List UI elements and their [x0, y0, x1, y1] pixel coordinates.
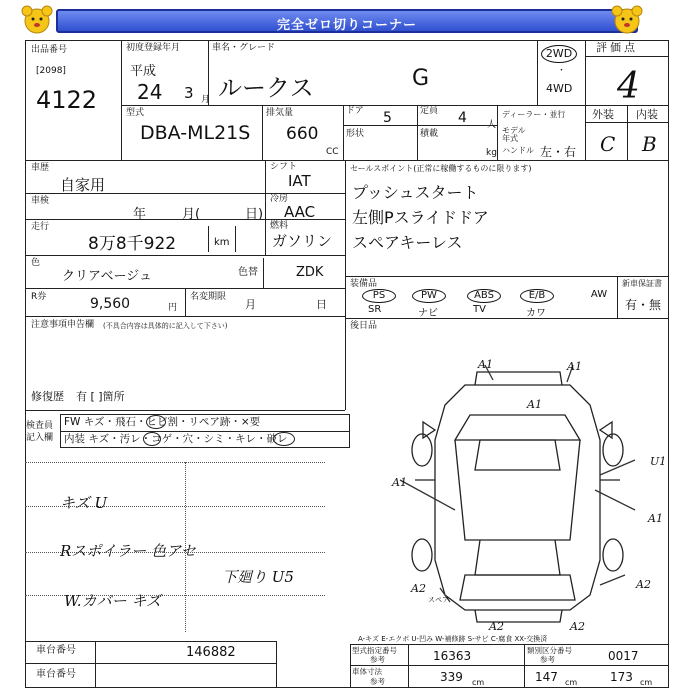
- displacement-unit: CC: [326, 147, 339, 157]
- color-value: クリアベージュ: [62, 269, 152, 284]
- codes-ref-1: 参考: [370, 655, 385, 664]
- car-name: ルークス: [218, 74, 314, 102]
- inspector-row2: 内装 キズ・汚レ・コゲ・穴・シミ・キレ・破レ: [64, 433, 288, 445]
- registration-label: 初度登録年月: [126, 43, 181, 53]
- capacity-value: 4: [458, 110, 467, 126]
- selling-point-1: プッシュスタート: [352, 183, 479, 202]
- lot-label: 出品番号: [31, 45, 68, 55]
- recycle-value: 9,560: [90, 296, 131, 312]
- mileage-unit: km: [214, 237, 230, 248]
- handle-value: 左・右: [540, 145, 577, 159]
- shape-label: 形状: [346, 129, 365, 139]
- dealer-label: ディーラー・並行: [502, 110, 566, 119]
- codes-ref-3: 参考: [370, 677, 385, 686]
- capacity-label: 定員: [420, 106, 439, 116]
- header-banner: [56, 9, 638, 33]
- registration-era: 平成: [130, 64, 157, 79]
- inspector-row1: FW キズ・飛石・ヒビ割・リペア跡・×要: [64, 416, 261, 428]
- nameplate-day: 日: [316, 298, 327, 311]
- mileage-value: 8万8千922: [88, 234, 177, 254]
- codes-ref-2: 参考: [540, 655, 555, 664]
- mascot-left-icon: [18, 4, 56, 38]
- selling-point-2: 左側Pスライドドア: [352, 208, 489, 227]
- codes-height: 173: [610, 670, 633, 684]
- notes-sub: (不具合内容は具体的に記入して下さい): [103, 322, 228, 330]
- circle-mark-2: [143, 432, 161, 446]
- mileage-label: 走行: [31, 222, 50, 232]
- evaluation-score: 4: [617, 66, 640, 107]
- equipment-item-2: ABS: [467, 289, 501, 303]
- inspection-label: 車検: [31, 196, 50, 206]
- seat-label: 後日品: [350, 321, 378, 331]
- nameplate-label: 名変期限: [190, 292, 227, 302]
- history-label: 車歴: [31, 163, 50, 173]
- codes-model-label: 型式指定番号: [352, 646, 397, 655]
- diagram-mark-6: A2: [411, 582, 426, 595]
- diagram-mark-3: U1: [650, 455, 667, 468]
- doors-value: 5: [383, 110, 392, 126]
- registration-month: 3: [184, 84, 194, 102]
- circle-mark-3: [273, 432, 295, 446]
- codes-class-value: 0017: [608, 649, 639, 663]
- warranty-value: 有・無: [625, 298, 662, 312]
- displacement-value: 660: [286, 124, 319, 144]
- diagram-mark-7: A2: [636, 578, 651, 591]
- notes-label: 注意事項申告欄: [31, 320, 95, 330]
- inspection-day: 日): [245, 207, 264, 222]
- recycle-unit: 円: [168, 303, 178, 313]
- model-year-label: モデル 年式: [502, 126, 526, 143]
- displacement-label: 排気量: [266, 108, 294, 118]
- equipment-item-4: AW: [590, 289, 608, 300]
- header-title: 完全ゼロ切りコーナー: [276, 18, 417, 33]
- interior-grade: B: [642, 132, 657, 156]
- capacity-unit: 人: [487, 120, 497, 130]
- history-value: 自家用: [60, 176, 106, 194]
- selling-label: セールスポイント(正常に稼働するものに限ります): [350, 164, 532, 173]
- shift-label: シフト: [270, 162, 298, 172]
- warranty-label: 新車保証書: [622, 279, 662, 288]
- exterior-grade: C: [600, 132, 616, 156]
- registration-year: 24: [137, 80, 163, 104]
- diagram-mark-8: A2: [489, 620, 504, 633]
- evaluation-label: 評価点: [596, 41, 638, 54]
- car-label: 車名・グレード: [212, 43, 276, 53]
- handwritten-note-3: W.カバー キズ: [64, 592, 162, 610]
- ac-label: 冷房: [270, 194, 289, 204]
- diagram-mark-4: A1: [392, 476, 407, 489]
- codes-model-value: 16363: [433, 649, 472, 663]
- codes-length: 339: [440, 670, 463, 684]
- equipment-item-0: PS: [362, 289, 396, 303]
- model-value: DBA-ML21S: [140, 122, 251, 144]
- drive-other: 4WD: [546, 82, 573, 95]
- repair-label: 修復歴: [31, 390, 64, 403]
- equipment-label: 装備品: [350, 279, 378, 289]
- diagram-mark-1: A1: [567, 360, 582, 373]
- loading-unit: kg: [486, 148, 497, 158]
- fuel-label: 燃料: [270, 221, 289, 231]
- diagram-mark-2: A1: [527, 398, 542, 411]
- interior-label: 内装: [636, 108, 658, 121]
- equipment-item-3: E/B: [520, 289, 554, 303]
- codes-class-label: 類別区分番号: [527, 646, 572, 655]
- lot-sub: [2098]: [36, 66, 66, 76]
- inspection-month: 月(: [182, 207, 201, 222]
- recycle-label: R券: [31, 292, 47, 302]
- exterior-label: 外装: [592, 108, 614, 121]
- equipment-sub-1: ナビ: [418, 308, 438, 319]
- equipment-sub-2: TV: [473, 304, 486, 315]
- model-label: 型式: [126, 108, 145, 118]
- inspection-year: 年: [133, 207, 147, 222]
- repair-value: 有 [ ]箇所: [76, 390, 125, 403]
- handle-label: ハンドル: [502, 146, 534, 155]
- codes-unit-1: cm: [472, 678, 485, 687]
- handwritten-note-4: 下廻り U5: [222, 568, 294, 586]
- equipment-item-1: PW: [412, 289, 446, 303]
- car-grade: G: [412, 66, 430, 91]
- inspector-label1: 検査員: [26, 421, 54, 431]
- selling-point-3: スペアキーレス: [352, 233, 463, 252]
- color-code: ZDK: [296, 265, 324, 280]
- equipment-sub-3: カワ: [526, 308, 546, 319]
- diagram-mark-5: A1: [648, 512, 663, 525]
- inspector-label2: 記入欄: [26, 433, 54, 443]
- handwritten-note-1: キズ U: [60, 494, 108, 512]
- equipment-sub-0: SR: [368, 304, 382, 315]
- codes-unit-2: cm: [565, 678, 578, 687]
- diagram-legend: A-キズ E-エクボ U-凹み W-補修跡 S-サビ C-腐食 XX-交換済: [358, 635, 548, 643]
- handwritten-note-2: Rスポイラー 色アセ: [60, 542, 196, 560]
- codes-unit-3: cm: [640, 678, 653, 687]
- codes-width: 147: [535, 670, 558, 684]
- color-change-label: 色替: [238, 267, 258, 278]
- ac-value: AAC: [284, 203, 316, 221]
- shift-value: IAT: [288, 172, 311, 190]
- fuel-value: ガソリン: [272, 232, 333, 250]
- codes-size-label: 車体寸法: [352, 667, 382, 676]
- lot-number: 4122: [36, 86, 98, 114]
- mascot-right-icon: [608, 4, 646, 38]
- chassis-value: 146882: [186, 645, 236, 660]
- nameplate-month: 月: [245, 298, 256, 311]
- diagram-mark-0: A1: [478, 358, 493, 371]
- circle-mark-1: [146, 415, 166, 429]
- color-label: 色: [31, 258, 41, 268]
- drive-selected: 2WD: [541, 45, 577, 63]
- diagram-mark-9: A2: [570, 620, 585, 633]
- loading-label: 積載: [420, 129, 439, 139]
- registration-month-unit: 月: [201, 95, 211, 105]
- diagram-spare: スペア: [428, 596, 449, 604]
- chassis-label-2: 車台番号: [36, 669, 76, 680]
- doors-label: ドア: [346, 106, 364, 116]
- chassis-label: 車台番号: [36, 645, 76, 656]
